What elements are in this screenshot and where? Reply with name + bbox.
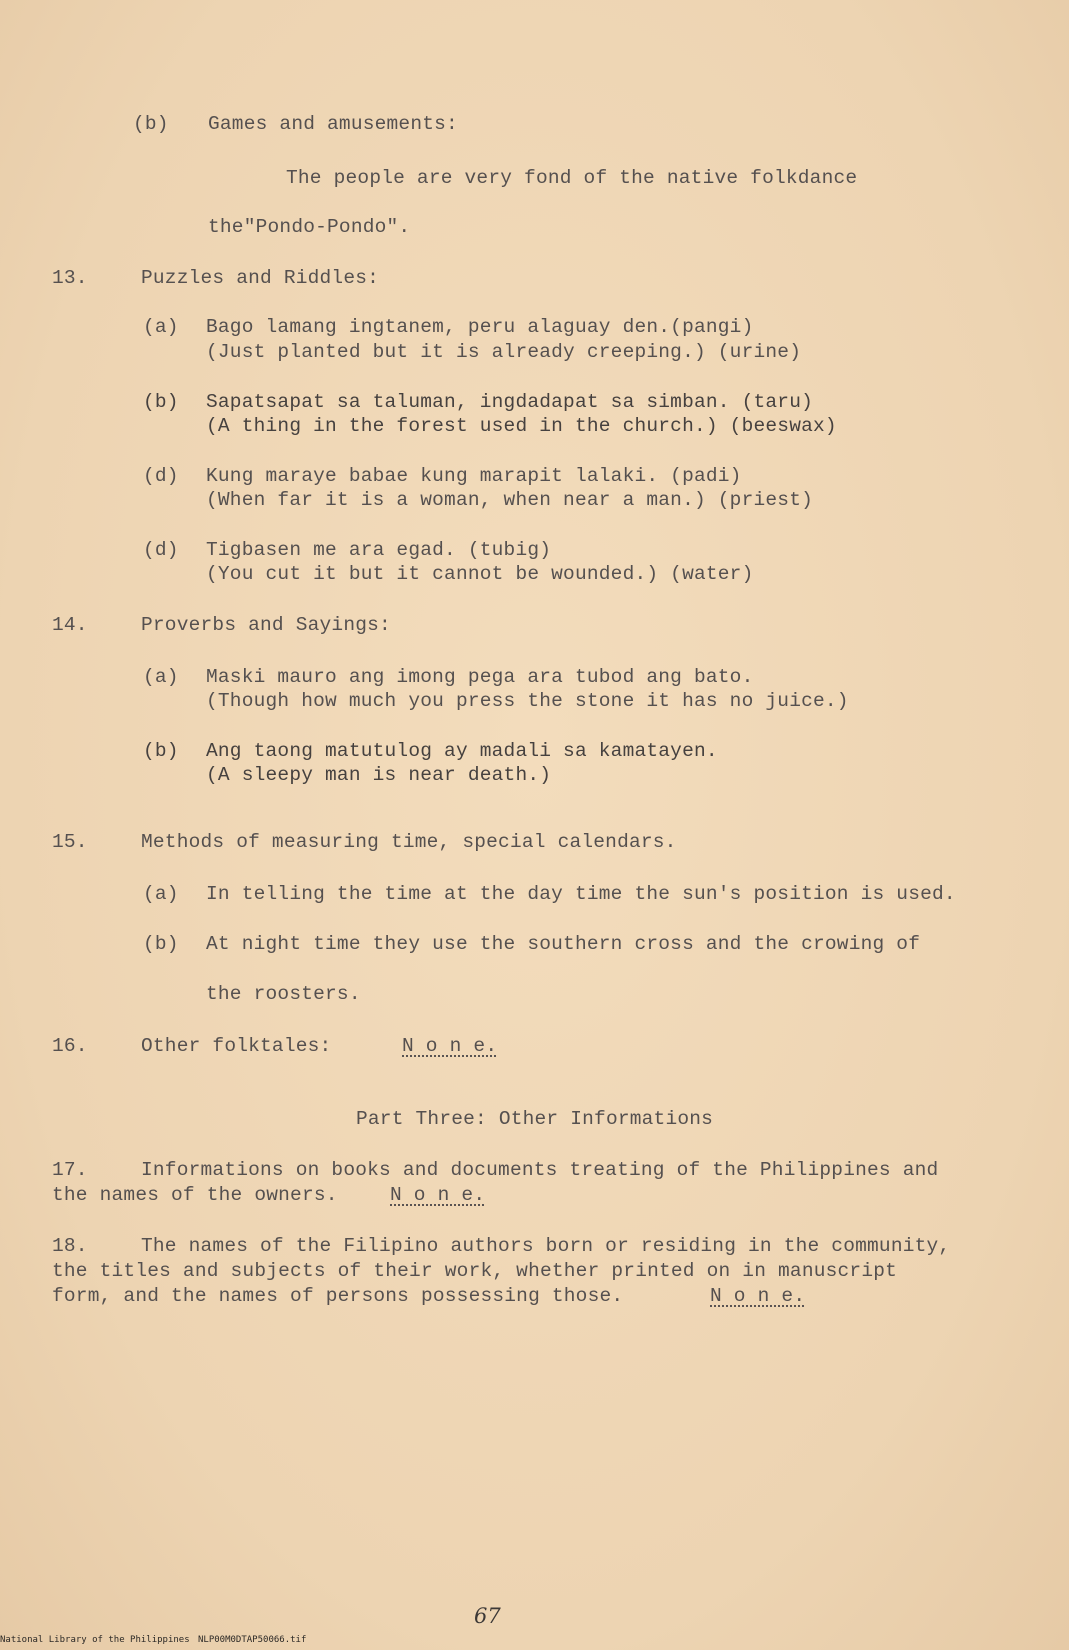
riddle-3-native: Kung maraye babae kung marapit lalaki. (padi) [206, 465, 742, 487]
proverb-1-native: Maski mauro ang imong pega ara tubod ang bato. [206, 666, 754, 688]
section-17-value: N o n e. [390, 1184, 486, 1206]
time-method-2-line-1: At night time they use the southern cross and the crowing of [206, 933, 921, 955]
section-18-number: 18. [52, 1235, 88, 1257]
games-heading: Games and amusements: [208, 113, 458, 135]
section-15-number: 15. [52, 831, 88, 853]
section-14-number: 14. [52, 614, 88, 636]
time-method-2-line-2: the roosters. [206, 983, 361, 1005]
proverb-2-native: Ang taong matutulog ay madali sa kamatayen. [206, 740, 718, 762]
section-14-heading: Proverbs and Sayings: [141, 614, 391, 636]
proverb-1-label: (a) [143, 666, 179, 688]
riddle-4-label: (d) [143, 539, 179, 561]
part-three-title: Part Three: Other Informations [356, 1108, 714, 1130]
proverb-2-english: (A sleepy man is near death.) [206, 764, 552, 786]
riddle-4-english: (You cut it but it cannot be wounded.) (water) [206, 563, 754, 585]
section-18-line-1: The names of the Filipino authors born or residing in the community, [141, 1235, 951, 1257]
riddle-2-native: Sapatsapat sa taluman, ingdadapat sa simban. (taru) [206, 391, 813, 413]
section-15-heading: Methods of measuring time, special calendars. [141, 831, 677, 853]
section-17-line-1: Informations on books and documents treating of the Philippines and [141, 1159, 939, 1181]
page-number: 67 [474, 1604, 501, 1628]
section-13-number: 13. [52, 267, 88, 289]
section-18-value: N o n e. [710, 1285, 806, 1307]
section-16-number: 16. [52, 1035, 88, 1057]
section-13-heading: Puzzles and Riddles: [141, 267, 380, 289]
games-text-line-1: The people are very fond of the native folkdance [286, 167, 858, 189]
section-16-heading: Other folktales: [141, 1035, 332, 1057]
time-method-1-text: In telling the time at the day time the sun's position is used. [206, 883, 956, 905]
footer-institution: National Library of the Philippines [0, 1635, 190, 1645]
riddle-2-english: (A thing in the forest used in the church.) (beeswax) [206, 415, 837, 437]
section-17-line-2: the names of the owners. [52, 1184, 338, 1206]
proverb-2-label: (b) [143, 740, 179, 762]
riddle-3-label: (d) [143, 465, 179, 487]
riddle-4-native: Tigbasen me ara egad. (tubig) [206, 539, 552, 561]
proverb-1-english: (Though how much you press the stone it has no juice.) [206, 690, 849, 712]
section-18-line-3: form, and the names of persons possessing those. [52, 1285, 624, 1307]
time-method-1-label: (a) [143, 883, 179, 905]
riddle-1-english: (Just planted but it is already creeping.) (urine) [206, 341, 802, 363]
footer-file-id: NLP00M0DTAP50066.tif [198, 1635, 307, 1645]
games-label: (b) [133, 113, 169, 135]
riddle-1-label: (a) [143, 316, 179, 338]
section-17-number: 17. [52, 1159, 88, 1181]
riddle-2-label: (b) [143, 391, 179, 413]
riddle-1-native: Bago lamang ingtanem, peru alaguay den.(pangi) [206, 316, 754, 338]
time-method-2-label: (b) [143, 933, 179, 955]
riddle-3-english: (When far it is a woman, when near a man.) (priest) [206, 489, 813, 511]
section-18-line-2: the titles and subjects of their work, whether printed on in manuscript [52, 1260, 898, 1282]
section-16-value: N o n e. [402, 1035, 498, 1057]
games-text-line-2: the"Pondo-Pondo". [208, 216, 411, 238]
